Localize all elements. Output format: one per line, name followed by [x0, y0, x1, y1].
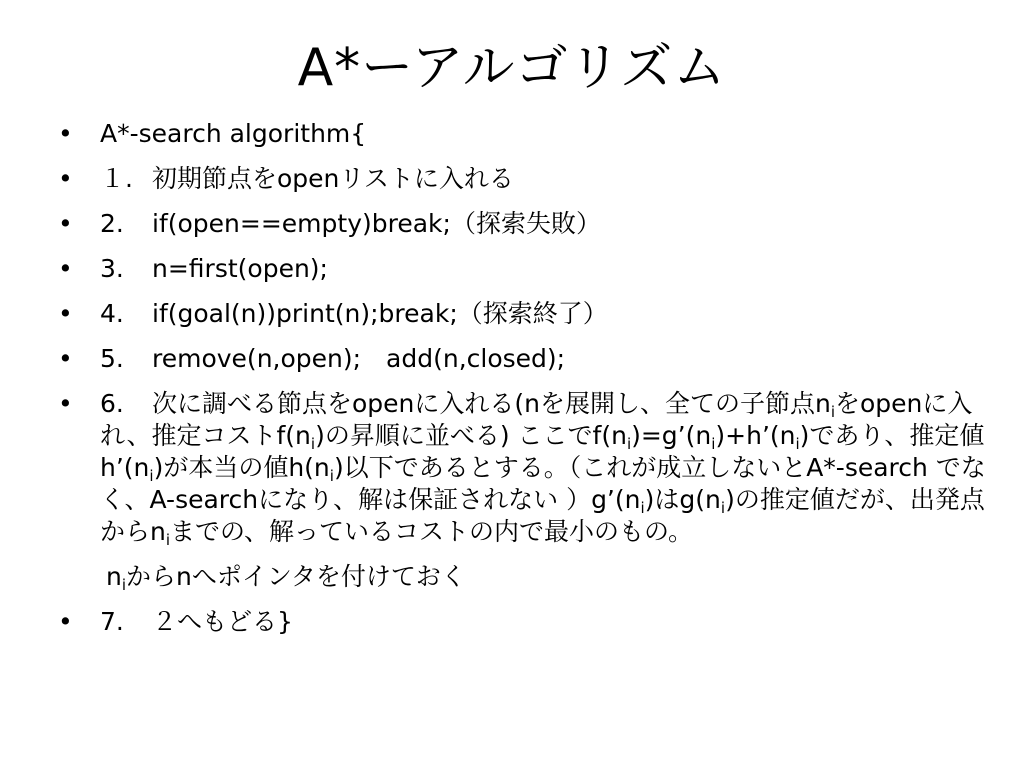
- item-text: )+h’(n: [715, 421, 796, 450]
- bullet-dot: •: [58, 209, 73, 238]
- list-item: [56, 118, 986, 150]
- subscript: i: [149, 467, 154, 485]
- list-item: [56, 343, 986, 375]
- list-item: [56, 298, 986, 330]
- subscript: i: [329, 467, 334, 485]
- list-item: [56, 208, 986, 240]
- item-text: をopenに入れ、推定コストf(n: [100, 389, 973, 450]
- step-number: １.: [100, 164, 133, 193]
- list-item: [56, 606, 986, 638]
- subscript: i: [720, 499, 726, 517]
- bullet-dot: •: [58, 164, 73, 193]
- step-number: 2.: [100, 209, 124, 238]
- item-text: )の昇順に並べる) ここでf(n: [315, 421, 627, 450]
- subscript: i: [310, 435, 316, 453]
- item-text: )であり、推定値h’(n: [100, 421, 985, 482]
- list-item: [56, 253, 986, 285]
- bullet-dot: •: [58, 119, 73, 148]
- bullet-dot: •: [58, 254, 73, 283]
- subscript: i: [640, 499, 645, 517]
- subscript: i: [711, 435, 716, 453]
- continuation-text: n: [106, 562, 122, 591]
- slide-title: A*ーアルゴリズム: [297, 38, 727, 98]
- item-text: if(goal(n))print(n);break;（探索終了）: [152, 299, 608, 328]
- subscript: i: [165, 531, 171, 549]
- subscript: i: [626, 435, 632, 453]
- item-text: )=g’(n: [631, 421, 712, 450]
- bullet-dot: •: [58, 389, 73, 418]
- item-text: n=first(open);: [152, 254, 328, 283]
- continuation-line: [56, 561, 986, 593]
- item-text: )以下であるとする。（これが成立しないとA*-search でなく、A-searchになり、解は保証されない ）g’(n: [100, 453, 986, 514]
- bullet-dot: •: [58, 344, 73, 373]
- item-text: if(open==empty)break;（探索失敗）: [152, 209, 601, 238]
- bullet-list: [56, 118, 986, 651]
- item-text: までの、解っているコストの内で最小のもの。: [170, 517, 694, 546]
- continuation-text: からnへポインタを付けておく: [126, 562, 466, 591]
- item-text-add: add(n,closed);: [386, 344, 566, 373]
- bullet-dot: •: [58, 299, 73, 328]
- step-number: 4.: [100, 299, 124, 328]
- subscript: i: [795, 435, 800, 453]
- item-text: )の推定値だが、出発点からn: [100, 485, 985, 546]
- item-text: )はg(n: [644, 485, 721, 514]
- subscript: i: [121, 576, 127, 594]
- item-text: 初期節点をopenリストに入れる: [152, 164, 514, 193]
- bullet-dot: •: [58, 607, 73, 636]
- list-item: [56, 388, 986, 548]
- step-number: 6.: [100, 389, 124, 418]
- list-item: [56, 163, 986, 195]
- item-text: A*-search algorithm{: [100, 119, 367, 148]
- step-number: 3.: [100, 254, 124, 283]
- step-number: 5.: [100, 344, 124, 373]
- item-text-remove: remove(n,open);: [152, 344, 362, 373]
- item-text: ２へもどる}: [152, 607, 293, 636]
- item-text: 次に調べる節点をopenに入れる(nを展開し、全ての子節点n: [152, 389, 831, 418]
- step-number: 7.: [100, 607, 124, 636]
- item-text: )が本当の値h(n: [153, 453, 330, 482]
- subscript: i: [830, 403, 836, 421]
